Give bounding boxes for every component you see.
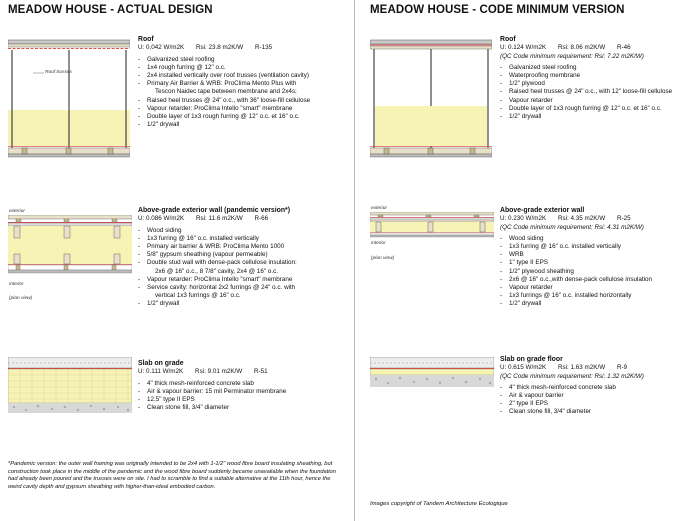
left-wall-plan-label: (plan view)	[9, 296, 33, 301]
right-roof-rsi-value: Rsi: 8.06 m2K/W	[557, 44, 606, 52]
right-slab-layer-list	[500, 384, 644, 417]
list-item: - Galvanized steel roofing	[500, 64, 672, 72]
wood-siding-layer	[8, 215, 132, 219]
right-wall-rsi-value: Rsi: 4.35 m2K/W	[557, 215, 606, 223]
roof-trusses-label: Roof trusses	[45, 70, 72, 75]
list-item: - Wood siding	[500, 235, 652, 243]
concrete-slab	[8, 357, 132, 368]
left-roof-u-value: U: 0.042 W/m2K	[138, 44, 185, 52]
right-wall-exterior-label: exterior	[371, 206, 387, 211]
code-minimum-column	[362, 0, 700, 521]
image-credit: Images copyright of Tandem Architecture Écologique	[370, 501, 508, 507]
code-wall-section-diagram	[370, 212, 494, 238]
left-wall-rsi-value: Rsi: 11.6 m2K/W	[195, 215, 243, 223]
right-wall-values	[500, 215, 652, 223]
left-slab-u-value: U: 0.111 W/m2K	[138, 368, 184, 376]
list-item: - 1/2" plywood	[500, 80, 672, 88]
list-item: - 1x3 furring @ 16" o.c. installed vertically	[138, 235, 297, 243]
right-wall-plan-label: (plan view)	[371, 256, 395, 261]
eps-insulation	[8, 369, 132, 403]
list-item: - Double stud wall with dense-pack cellulose insulation: 2x6 @ 16" o.c., 8 7/8" cavity, 2x4 @ 16" o.c.	[138, 259, 297, 275]
plywood-layer	[370, 46, 492, 49]
wall-section-diagram	[8, 215, 132, 279]
drywall-layer	[370, 235, 494, 237]
list-item: - Vapour retarder: ProClima Intello "smart" membrane	[138, 105, 310, 113]
list-item: - Vapour retarder: ProClima Intello "smart" membrane	[138, 276, 297, 284]
list-item: - 2x6 @ 16" o.c.,with dense-pack cellulose insulation	[500, 276, 652, 284]
right-slab-values	[500, 364, 644, 372]
left-roof-r-value: R-135	[254, 44, 273, 52]
list-item: - 1/2" plywood sheathing	[500, 268, 652, 276]
list-item: - 12.5" type II EPS	[138, 396, 286, 404]
left-roof-title: Roof	[138, 36, 154, 43]
slab-section-diagram	[8, 357, 132, 417]
left-roof-section	[138, 36, 310, 129]
right-roof-u-value: U: 0.124 W/m2K	[500, 44, 547, 52]
left-wall-interior-label: interior	[9, 282, 24, 287]
code-roof-section-diagram	[370, 38, 492, 164]
furring-layer	[8, 44, 130, 47]
list-item: - 2" type II EPS	[500, 400, 644, 408]
left-wall-section	[138, 207, 297, 309]
list-item: - Wood siding	[138, 227, 297, 235]
right-roof-code-requirement: (QC Code minimum requirement: Rsi: 7.22 m2K/W)	[500, 52, 644, 60]
left-wall-layer-list	[138, 227, 297, 309]
code-minimum-heading: MEADOW HOUSE - CODE MINIMUM VERSION	[370, 4, 625, 16]
list-item: - 1/2" drywall	[138, 300, 297, 308]
list-item: - 4" thick mesh-reinforced concrete slab	[500, 384, 644, 392]
list-item: - 5/8" gypsum sheathing (vapour permeable)	[138, 251, 297, 259]
right-slab-title: Slab on grade floor	[500, 356, 563, 363]
steel-roofing-layer	[370, 40, 492, 44]
right-wall-r-value: R-25	[616, 215, 631, 223]
right-roof-layer-list	[500, 64, 672, 121]
list-item: - 1/2" drywall	[138, 121, 310, 129]
wood-siding-layer	[370, 212, 494, 215]
list-item: - Clean stone fill, 3/4" diameter	[138, 404, 286, 412]
list-item: - 1x4 rough furring @ 12" o.c.	[138, 64, 310, 72]
eps-layer	[370, 218, 494, 220]
list-item: - Raised heel trusses @ 24" o.c., with 12" loose-fill cellulose	[500, 88, 672, 96]
left-wall-title: Above-grade exterior wall (pandemic version*)	[138, 207, 291, 214]
right-slab-rsi-value: Rsi: 1.63 m2K/W	[557, 364, 606, 372]
right-slab-u-value: U: 0.615 W/m2K	[500, 364, 547, 372]
right-wall-section	[500, 207, 652, 309]
right-roof-r-value: R-46	[616, 44, 631, 52]
right-roof-values	[500, 44, 672, 52]
list-item: - 4" thick mesh-reinforced concrete slab	[138, 380, 286, 388]
list-item: - Galvanized steel roofing	[138, 56, 310, 64]
right-slab-code-requirement: (QC Code minimum requirement: Rsi: 1.32 m2K/W)	[500, 372, 644, 380]
list-item: - Double layer of 1x3 rough furring @ 12" o.c. et 16" o.c.	[138, 113, 310, 121]
list-item: - Clean stone fill, 3/4" diameter	[500, 408, 644, 416]
drywall-layer	[8, 270, 132, 273]
list-item: - Waterproofing membrane	[500, 72, 672, 80]
list-item: - Service cavity: horizontal 2x2 furrings @ 24" o.c. with vertical 1x3 furrings @ 16" o.c.	[138, 284, 297, 300]
left-wall-exterior-label: exterior	[9, 209, 25, 214]
column-divider	[354, 0, 355, 521]
list-item: - Vapour retarder	[500, 97, 672, 105]
list-item: - 1x3 furrings @ 16" o.c. installed horizontally	[500, 292, 652, 300]
plywood-layer	[370, 220, 494, 222]
right-slab-r-value: R-9	[616, 364, 628, 372]
left-slab-rsi-value: Rsi: 9.01 m2K/W	[195, 368, 243, 376]
left-slab-title: Slab on grade	[138, 360, 184, 367]
left-wall-values	[138, 215, 297, 223]
stone-fill	[370, 375, 494, 387]
right-roof-section	[500, 36, 672, 121]
pandemic-footnote: *Pandemic version: the outer wall framing was originally intended to be 2x4 with 1-1/2" wood fibre board insulating sheathing, but construction took place in the middle of the pandemic and the wood fibre board suddenly became unavailable when the foundation had already been poured and the trusses were on site. I had to scramble to find a suitable alternative at the 11th hour, hence the weird cavity depth and gypsum sheathing with higher-than-ideal embodied carbon.	[8, 461, 336, 491]
list-item: - Double layer of 1x3 rough furring @ 12" o.c. et 16" o.c.	[500, 105, 672, 113]
list-item: - Air & vapour barrier: 15 mil Perminator membrane	[138, 388, 286, 396]
list-item: - Raised heel trusses @ 24" o.c., with 36" loose-fill cellulose	[138, 97, 310, 105]
left-slab-values	[138, 368, 286, 376]
list-item: - 2x4 installed vertically over roof trusses (ventilation cavity)	[138, 72, 310, 80]
left-roof-layer-list	[138, 56, 310, 130]
list-item: - Primary air barrier & WRB: ProClima Mento 1000	[138, 243, 297, 251]
right-wall-code-requirement: (QC Code minimum requirement: Rsi: 4.31 m2K/W)	[500, 223, 644, 231]
list-item: - Primary Air Barrier & WRB: ProClima Mento Plus with Tescon Naidec tape between membrane and 2x4s;	[138, 80, 310, 96]
left-slab-section	[138, 360, 286, 412]
list-item: - Air & vapour barrier	[500, 392, 644, 400]
list-item: - 1" type II EPS	[500, 259, 652, 267]
cellulose-insulation	[375, 106, 487, 146]
right-roof-title: Roof	[500, 36, 516, 43]
left-slab-r-value: R-51	[254, 368, 268, 376]
right-wall-title: Above-grade exterior wall	[500, 207, 585, 214]
left-wall-u-value: U: 0.086 W/m2K	[138, 215, 185, 223]
right-slab-section	[500, 356, 644, 417]
list-item: - 1x3 furring @ 16" o.c. installed vertically	[500, 243, 652, 251]
eps-insulation	[370, 369, 494, 375]
right-wall-u-value: U: 0.230 W/m2K	[500, 215, 547, 223]
list-item: - 1/2" drywall	[500, 300, 652, 308]
right-wall-interior-label: interior	[371, 241, 386, 246]
gypsum-sheathing-layer	[8, 223, 132, 226]
code-slab-section-diagram	[370, 357, 494, 391]
right-wall-layer-list	[500, 235, 652, 309]
left-roof-values	[138, 44, 310, 52]
left-roof-rsi-value: Rsi: 23.8 m2K/W	[195, 44, 244, 52]
actual-design-heading: MEADOW HOUSE - ACTUAL DESIGN	[8, 4, 213, 16]
steel-roofing-layer	[8, 40, 130, 44]
left-wall-r-value: R-66	[254, 215, 269, 223]
list-item: - WRB	[500, 251, 652, 259]
drywall-layer	[370, 154, 492, 157]
list-item: - Vapour retarder	[500, 284, 652, 292]
list-item: - 1/2" drywall	[500, 113, 672, 121]
stone-fill	[8, 403, 132, 413]
drywall-layer	[8, 154, 130, 157]
concrete-slab	[370, 357, 494, 368]
left-slab-layer-list	[138, 380, 286, 413]
roof-section-diagram	[8, 38, 130, 164]
